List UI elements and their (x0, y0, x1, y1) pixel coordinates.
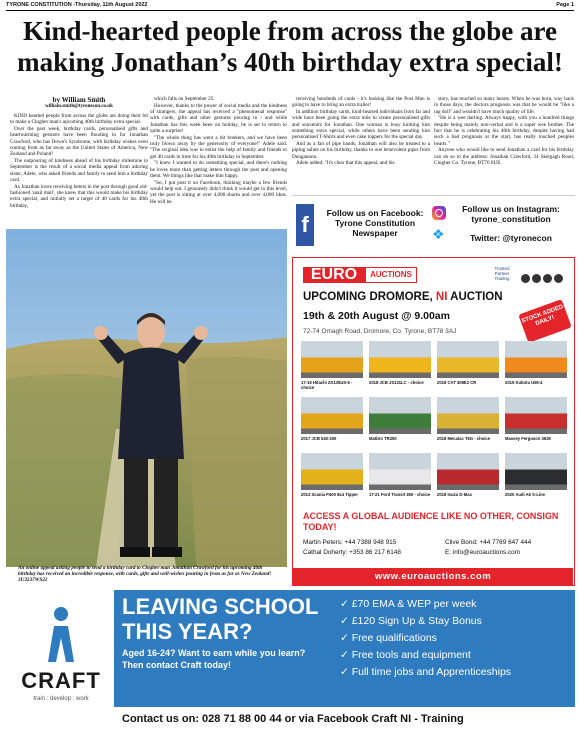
article-column-2 (150, 96, 287, 228)
craft-headline (122, 594, 332, 644)
paragraph: The outpouring of kindness ahead of his birthday milestone in September is the result of a social media appeal from adoring sister, Adele, who asked friends and family to send him a birthday card. (10, 158, 148, 183)
lot-label: 17-19 Hitachi ZX135US-6 - choice (301, 380, 353, 390)
instagram-follow-text[interactable]: Follow us on Instagram: tyrone_constitution (462, 204, 560, 224)
lot-photo (437, 397, 499, 434)
auction-lot[interactable] (437, 453, 499, 507)
contact-email[interactable]: E: info@euroauctions.com (445, 549, 521, 556)
auction-lot[interactable] (369, 341, 431, 395)
article-column-3 (292, 96, 430, 194)
euro-auctions-advert (292, 257, 575, 586)
partner-badge: Trusted Partner Trading (494, 266, 510, 281)
craft-tagline: train : develop : work (33, 696, 89, 702)
benefit-item: ✓ Full time jobs and Apprenticeships (340, 664, 572, 681)
author-email: william.smith@tyronecon.co.uk (45, 104, 113, 109)
lot-label: 2013 Scania P400 8x4 Tipper (301, 492, 358, 497)
lot-label: 2020 Audi A6 S-Line (505, 492, 545, 497)
page-number: Page 1 (556, 2, 574, 8)
paragraph: As Jonathan loves receiving letters in the post through good old-fashioned 'snail mail', she knew that this would make his birthday extra special, and initially set a target of 40 cards for his 40th birthday, (10, 183, 148, 209)
paragraph: "So, I put post it on Facebook, thinking maybe a few friends would help out. I genuinely didn't think it would get to this level, yet the post is sitting at over 4,000 shares and over 4,000 likes. He will be (150, 179, 287, 205)
social-follow-banner (292, 195, 575, 255)
craft-sub-line-1: Aged 16-24? Want to earn while you learn? (122, 648, 306, 658)
paragraph: Anyone who would like to send Jonathan a card for his birthday can do so to the address: Jonathan Crawford, 34 Skelgagh Road, Clogher Co. Tyrone, BT76 0UE. (434, 147, 574, 166)
craft-logo (8, 590, 114, 731)
lot-label: 2018 Mecalac T6G - choice (437, 436, 491, 441)
social-icons (521, 270, 569, 280)
auction-lot[interactable] (369, 397, 431, 451)
lot-photo (369, 341, 431, 378)
auction-lot[interactable] (437, 397, 499, 451)
lot-label: 2018 Isuzu D-Max (437, 492, 472, 497)
paragraph: which falls on September 25. (154, 96, 215, 102)
paragraph: In addition birthday cards, kind-hearted individuals from far and wide have been going the extra mile to create personalised gifts and souvenirs for Jonathan. One woman is busy knitting him something extra special, while others have been sending him personalised T-Shirts and even cake toppers for the special day. (292, 109, 430, 141)
euro-website-link[interactable]: www.euroauctions.com (293, 568, 573, 585)
paragraph: "He is a wee darling. Always happy, with you a hundred things despite being mainly non-verbal and is a super wee brother. The fact that he is celebrating his 40th birthday, despite having had such a bad prognosis at the start, has really touched peoples hearts." (434, 115, 574, 147)
paragraph: However, thanks to the power of social media and the kindness of strangers, the appeal has received a "phenomenal response" with cards, gifts and other gestures pouring in - and while Jonathan has this week been on holiday, he is set to return to quite a surprise! (150, 102, 287, 134)
photo-caption: An online appeal asking people to send a birthday card to Clogher man Jonathan Crawford for his upcoming 40th birthday has received an incredible response, with cards, gifts and well-wishes pouring in from as far as New Zealand! 3U3237WS22 (18, 565, 272, 583)
craft-figure-icon (44, 606, 78, 662)
auction-date: 19th & 20th August @ 9.00am (303, 310, 450, 322)
youtube-icon[interactable] (543, 274, 552, 283)
headline-line-1: Kind-hearted people from across the globe are (23, 16, 557, 46)
auction-lot[interactable] (301, 341, 363, 395)
lot-photo (505, 397, 567, 434)
craft-sub-line-2: Then contact Craft today! (122, 660, 232, 670)
facebook-follow-text[interactable]: Follow us on Facebook: Tyrone Constitution Newspaper (326, 208, 424, 238)
access-headline: ACCESS A GLOBAL AUDIENCE LIKE NO OTHER, CONSIGN TODAY! (303, 511, 559, 532)
lot-photo (301, 453, 363, 490)
lot-label: 2018 CAT 308E2 CR (437, 380, 477, 385)
lot-photo (301, 397, 363, 434)
contact-line: Clive Bond: +44 7769 647 444 (445, 539, 532, 546)
paragraph: KIND hearted people from across the globe are doing their bit to make a Clogher man's upcoming 40th birthday extra special. (10, 113, 148, 126)
euro-auctions-logo (303, 267, 413, 283)
lot-label: Matbro TR250 (369, 436, 397, 441)
auction-lot[interactable] (437, 341, 499, 395)
lot-label: 2017 JCB 540-200 (301, 436, 337, 441)
paragraph: story, has touched so many hearts. When he was born, way back in those days, the doctors prognosis was that he would be "like a rag doll" and wouldn't have much quality of life. (434, 96, 574, 115)
benefit-item: ✓ £70 EMA & WEP per week (340, 596, 572, 613)
craft-headline-line-2: THIS YEAR? (122, 619, 253, 644)
paragraph: Adele added: "It's clear that this appeal, and his (296, 160, 395, 167)
auction-title (303, 291, 503, 303)
article-column-4 (434, 96, 574, 194)
paragraph: And as a fan of pipe bands, Jonathan will also be treated to a piping salute on his birthday, thanks to one benevolent piper from Dungannon. (292, 141, 430, 160)
title-ni: NI (435, 291, 448, 303)
auction-lot[interactable] (369, 453, 431, 507)
contact-line: Martin Peters: +44 7388 948 915 (303, 539, 397, 546)
auction-lot[interactable] (505, 341, 567, 395)
logo-euro: EURO (303, 267, 365, 283)
header-rule (6, 10, 574, 11)
auction-lot[interactable] (301, 453, 363, 507)
instagram-icon[interactable] (554, 274, 563, 283)
lot-photo (437, 453, 499, 490)
stock-added-badge: STOCK ADDED DAILY! (518, 299, 571, 343)
twitter-icon[interactable] (532, 274, 541, 283)
contact-line: Cathal Doherty: +353 86 217 6148 (303, 549, 401, 556)
benefit-item: ✓ Free tools and equipment (340, 647, 572, 664)
auction-lot[interactable] (505, 453, 567, 507)
craft-contact-line[interactable]: Contact us on: 028 71 88 00 44 or via Facebook Craft NI - Training (114, 705, 575, 731)
instagram-icon[interactable] (432, 206, 446, 220)
byline: by William Smith (52, 96, 106, 104)
auction-lot[interactable] (301, 397, 363, 451)
lot-label: Massey Ferguson 3635 (505, 436, 551, 441)
paragraph: Over the past week, birthday cards, personalised gifts and heartwarming gestures have been flooding in for Jonathan Crawford, who has Down's Syndrome, with birthday wishes even coming from as far away as the United States of America, New Zealand and Poland! (10, 126, 148, 158)
benefit-item: ✓ Free qualifications (340, 630, 572, 647)
craft-subheadline (122, 647, 332, 671)
benefit-item: ✓ £120 Sign Up & Stay Bonus (340, 613, 572, 630)
craft-wordmark: CRAFT (21, 668, 101, 693)
lot-label: 17-21 Ford Transit 350 - choice (369, 492, 431, 497)
lot-photo (505, 453, 567, 490)
craft-advert (8, 590, 575, 731)
headline (10, 16, 570, 78)
lot-grid (301, 341, 569, 507)
auction-lot[interactable] (505, 397, 567, 451)
jonathan-photo (6, 229, 287, 567)
title-prefix: UPCOMING DROMORE, (303, 291, 436, 303)
lot-photo (369, 453, 431, 490)
headline-line-2: making Jonathan’s 40th birthday extra special! (17, 47, 563, 77)
twitter-icon[interactable]: ❖ (432, 228, 445, 243)
lot-label: 2015 Kubota U55-4 (505, 380, 543, 385)
logo-auctions: AUCTIONS (365, 267, 417, 283)
twitter-handle-text[interactable]: Twitter: @tyronecon (470, 233, 552, 243)
paragraph: receiving hundreds of cards - it's looking like the Post Man is going to have to bring an extra trailer! (292, 96, 430, 109)
publication-date: TYRONE CONSTITUTION -Thursday, 11th August 2022 (6, 2, 148, 8)
lot-photo (505, 341, 567, 378)
craft-headline-line-1: LEAVING SCHOOL (122, 594, 319, 619)
lot-label: 2018 JCB JS131LC - choice (369, 380, 424, 385)
title-suffix: AUCTION (447, 291, 503, 303)
paragraph: "I knew I wanted to do something special, and there's nothing he loves more than getting letters through the post and opening them. We things like that make him happy. (150, 160, 287, 180)
lot-photo (369, 397, 431, 434)
lot-photo (437, 341, 499, 378)
craft-benefits-list (340, 596, 572, 681)
facebook-icon[interactable] (521, 274, 530, 283)
lot-photo (301, 341, 363, 378)
facebook-icon[interactable]: f (296, 204, 314, 246)
euro-ad-header (299, 262, 569, 288)
article-column-1 (10, 96, 148, 228)
paragraph: "The whole thing has went a bit bonkers, and we have been truly blown away by the generosity of everyone!" Adele said. "The original idea was to enlist the help of family and friends to get 40 cards in time for his 40th birthday in September. (150, 134, 287, 160)
auction-address: 72-74 Omagh Road, Dromore, Co. Tyrone, BT78 3AJ (303, 328, 457, 335)
